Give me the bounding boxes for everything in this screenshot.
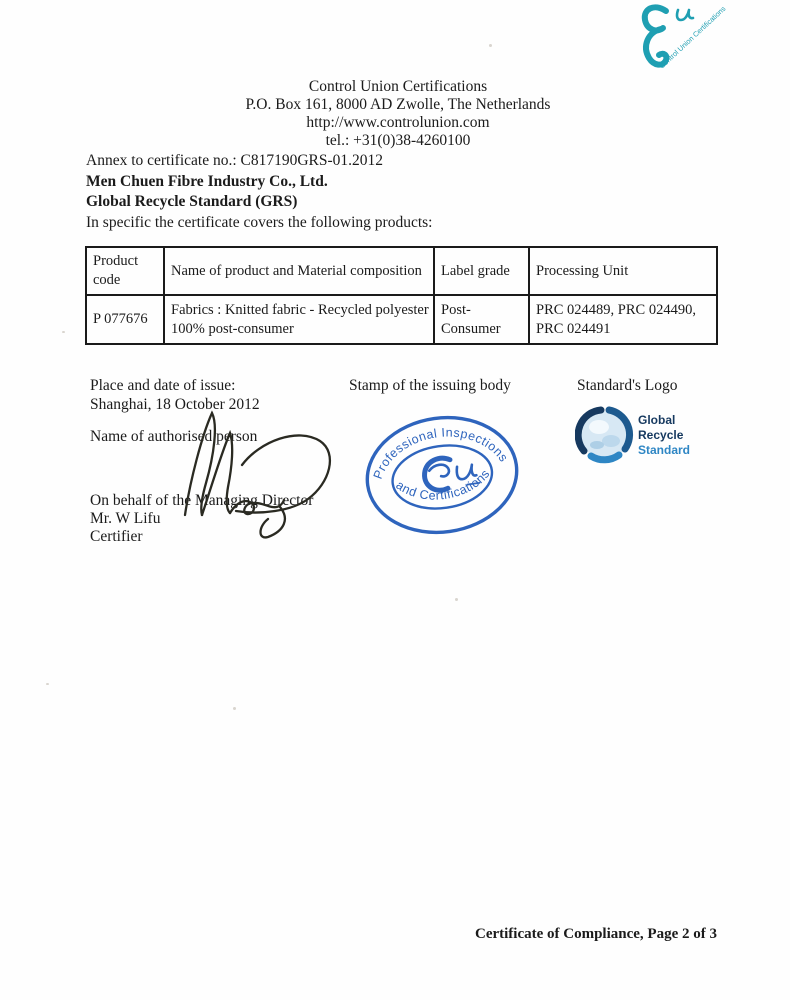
standards-logo-label: Standard's Logo — [577, 377, 678, 394]
grs-text-standard: Standard — [638, 443, 691, 457]
header-product-code: Product code — [86, 247, 164, 295]
person-name: Mr. W Lifu — [90, 510, 161, 527]
annex-block — [86, 151, 432, 233]
org-website: http://www.controlunion.com — [306, 114, 490, 131]
scan-speck — [62, 331, 65, 333]
stamp-label: Stamp of the issuing body — [349, 377, 511, 394]
letterhead — [0, 78, 790, 150]
product-name-line1: Fabrics : Knitted fabric - Recycled polyester — [171, 301, 429, 318]
cell-product-code: P 077676 — [86, 295, 164, 344]
table-header-row — [86, 247, 717, 295]
products-table — [85, 246, 718, 345]
org-phone: tel.: +31(0)38-4260100 — [325, 132, 471, 149]
org-name: Control Union Certifications — [308, 78, 488, 95]
standard-name: Global Recycle Standard (GRS) — [86, 193, 298, 210]
scan-speck — [46, 683, 49, 685]
behalf-line: On behalf of the Managing Director — [90, 492, 314, 509]
company-name: Men Chuen Fibre Industry Co., Ltd. — [86, 172, 328, 190]
grs-globe-icon — [578, 410, 629, 460]
product-name-line2: 100% post-consumer — [171, 320, 294, 337]
header-label-grade: Label grade — [434, 247, 529, 295]
cu-logo-u-icon — [677, 10, 693, 20]
place-date-value: Shanghai, 18 October 2012 — [90, 396, 260, 413]
cu-logo-text: Control Union Certifications — [657, 4, 728, 71]
authorised-person-label: Name of authorised person — [90, 428, 258, 445]
cell-label-grade: Post-Consumer — [434, 295, 529, 344]
org-address: P.O. Box 161, 8000 AD Zwolle, The Netherlands — [245, 96, 551, 113]
annex-certificate-line: Annex to certificate no.: C817190GRS-01.2012 — [86, 152, 384, 169]
grs-text-global: Global — [638, 413, 676, 427]
header-product-name: Name of product and Material composition — [164, 247, 434, 295]
issuing-body-stamp — [362, 411, 522, 539]
grs-logo — [575, 405, 705, 467]
stamp-bottom-text: and Certifications — [393, 466, 493, 503]
footer-page-label: Certificate of Compliance, Page 2 of 3 — [474, 926, 717, 942]
scan-speck — [233, 707, 236, 710]
person-role: Certifier — [90, 528, 143, 545]
header-processing-unit: Processing Unit — [529, 247, 717, 295]
intro-line: In specific the certificate covers the following products: — [86, 213, 433, 231]
scan-speck — [489, 44, 492, 47]
grs-text-recycle: Recycle — [638, 428, 684, 442]
cell-processing-unit: PRC 024489, PRC 024490, PRC 024491 — [529, 295, 717, 344]
stamp-top-text: Professional Inspections — [370, 425, 511, 481]
signature — [130, 403, 345, 543]
table-row — [86, 295, 717, 344]
cell-product-name — [164, 295, 434, 344]
scan-speck — [455, 598, 458, 601]
place-date-label: Place and date of issue: — [90, 377, 236, 394]
